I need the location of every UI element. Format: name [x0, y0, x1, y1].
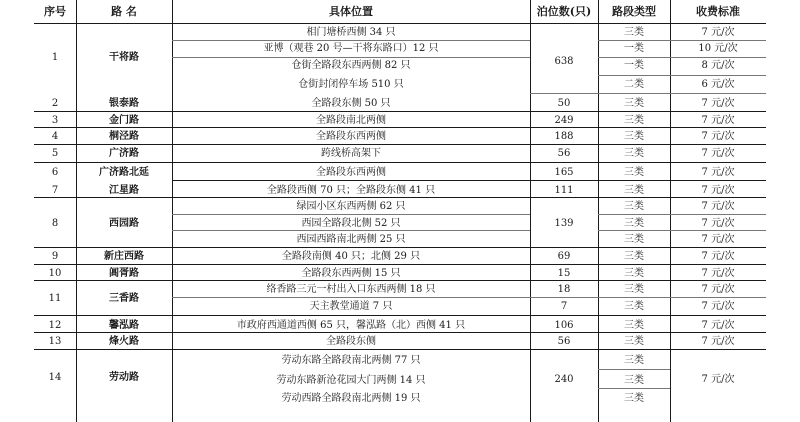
fee-cell: 7 元/次 — [701, 218, 735, 229]
fee-cell: 10 元/次 — [698, 43, 738, 54]
spots-cell: 111 — [554, 185, 574, 196]
row-rule — [34, 332, 766, 333]
spots-cell: 249 — [554, 115, 574, 126]
location-cell: 西园西路南北两侧 25 只 — [296, 234, 406, 245]
fee-cell: 7 元/次 — [701, 251, 735, 262]
row-rule — [34, 23, 766, 24]
row-rule — [598, 40, 766, 41]
fee-cell: 7 元/次 — [701, 185, 735, 196]
fee-cell: 7 元/次 — [701, 115, 735, 126]
column-rule — [598, 0, 599, 422]
row-rule — [598, 75, 766, 76]
row-rule — [172, 214, 530, 215]
type-cell: 三类 — [624, 355, 644, 366]
row-rule — [34, 162, 766, 163]
row-rule — [34, 315, 766, 316]
fee-cell: 7 元/次 — [701, 234, 735, 245]
fee-cell: 7 元/次 — [701, 268, 735, 279]
header-road: 路 名 — [111, 5, 137, 18]
row-seq: 14 — [48, 372, 62, 383]
fee-cell: 7 元/次 — [701, 301, 735, 312]
type-cell: 三类 — [624, 251, 644, 262]
row-seq: 9 — [51, 251, 59, 262]
type-cell: 三类 — [624, 185, 644, 196]
row-seq: 7 — [51, 185, 59, 196]
location-cell: 全路段西侧 70 只；全路段东侧 41 只 — [266, 185, 436, 196]
type-cell: 三类 — [624, 301, 644, 312]
fee-cell: 7 元/次 — [701, 27, 735, 38]
type-cell: 二类 — [624, 79, 644, 90]
location-cell: 全路段南侧 40 只；北侧 29 只 — [281, 251, 421, 262]
row-rule — [34, 111, 766, 112]
row-rule — [172, 40, 530, 41]
fee-cell: 7 元/次 — [701, 320, 735, 331]
header-type: 路段类型 — [612, 5, 656, 18]
road-name: 金门路 — [109, 115, 139, 126]
road-name: 西园路 — [109, 218, 139, 229]
spots-cell: 50 — [557, 98, 571, 109]
row-rule — [530, 93, 598, 94]
row-rule — [172, 57, 530, 58]
row-seq: 13 — [48, 336, 62, 347]
spots-cell: 56 — [557, 336, 571, 347]
fee-cell: 7 元/次 — [701, 167, 735, 178]
type-cell: 三类 — [624, 131, 644, 142]
location-cell: 全路段南北两侧 — [316, 115, 386, 126]
fee-cell: 7 元/次 — [701, 284, 735, 295]
type-cell: 一类 — [624, 60, 644, 71]
location-cell: 全路段东侧 50 只 — [311, 98, 391, 109]
type-cell: 三类 — [624, 218, 644, 229]
location-cell: 全路段东西两侧 — [316, 131, 386, 142]
row-rule — [34, 144, 766, 145]
type-cell: 三类 — [624, 268, 644, 279]
type-cell: 三类 — [624, 393, 644, 404]
type-cell: 三类 — [624, 98, 644, 109]
spots-cell: 240 — [554, 374, 574, 385]
row-rule — [598, 369, 670, 370]
row-rule — [598, 214, 766, 215]
row-rule — [34, 127, 766, 128]
spots-cell: 638 — [554, 56, 574, 67]
location-cell: 劳动西路全路段南北两侧 19 只 — [281, 393, 421, 404]
column-rule — [530, 0, 531, 422]
row-seq: 11 — [48, 293, 62, 304]
row-seq: 4 — [51, 131, 59, 142]
type-cell: 一类 — [624, 43, 644, 54]
header-seq: 序号 — [44, 5, 66, 18]
location-cell: 全路段东西两侧 — [316, 167, 386, 178]
row-seq: 3 — [51, 115, 59, 126]
row-rule — [34, 247, 766, 248]
location-cell: 全路段东侧 — [326, 336, 376, 347]
row-rule — [34, 280, 766, 281]
location-cell: 仓街封闭停车场 510 只 — [298, 79, 404, 90]
road-name: 桐泾路 — [109, 131, 139, 142]
spots-cell: 7 — [560, 301, 568, 312]
row-seq: 6 — [51, 167, 59, 178]
spots-cell: 188 — [554, 131, 574, 142]
type-cell: 三类 — [624, 115, 644, 126]
type-cell: 三类 — [624, 284, 644, 295]
header-fee: 收费标准 — [696, 5, 740, 18]
row-rule — [34, 349, 766, 350]
road-name: 阊胥路 — [109, 268, 139, 279]
location-cell: 仓街全路段东西两侧 82 只 — [291, 60, 411, 71]
location-cell: 亚博（观巷 20 号—干将东路口）12 只 — [263, 43, 439, 54]
header-spots: 泊位数(只) — [536, 5, 592, 18]
location-cell: 天主教堂通道 7 只 — [309, 301, 393, 312]
road-name: 劳动路 — [109, 372, 139, 383]
fee-cell: 6 元/次 — [701, 79, 735, 90]
road-name: 三香路 — [109, 293, 139, 304]
type-cell: 三类 — [624, 27, 644, 38]
location-cell: 劳动东路新沧花园大门两侧 14 只 — [276, 375, 426, 386]
location-cell: 劳动东路全路段南北两侧 77 只 — [281, 355, 421, 366]
location-cell: 相门塘桥西侧 34 只 — [306, 27, 396, 38]
row-seq: 12 — [48, 320, 62, 331]
fee-cell: 7 元/次 — [701, 374, 735, 385]
header-location: 具体位置 — [329, 5, 373, 18]
location-cell: 跨线桥高架下 — [321, 148, 381, 159]
column-rule — [172, 0, 173, 422]
row-rule — [172, 297, 766, 298]
column-rule — [76, 0, 77, 422]
road-name: 干将路 — [109, 52, 139, 63]
fee-cell: 7 元/次 — [701, 201, 735, 212]
row-seq: 5 — [51, 148, 59, 159]
row-rule — [598, 57, 766, 58]
fee-cell: 8 元/次 — [701, 60, 735, 71]
location-cell: 全路段东西两侧 15 只 — [301, 268, 401, 279]
road-name: 烽火路 — [109, 336, 139, 347]
road-name: 银泰路 — [109, 98, 139, 109]
road-name: 馨泓路 — [109, 320, 139, 331]
row-seq: 10 — [48, 268, 62, 279]
type-cell: 三类 — [624, 167, 644, 178]
spots-cell: 165 — [554, 167, 574, 178]
fee-cell: 7 元/次 — [701, 131, 735, 142]
row-rule — [598, 230, 766, 231]
location-cell: 络香路三元一村出入口东西两侧 18 只 — [266, 284, 436, 295]
row-rule — [598, 93, 766, 94]
type-cell: 三类 — [624, 201, 644, 212]
type-cell: 三类 — [624, 336, 644, 347]
spots-cell: 15 — [557, 268, 571, 279]
row-seq: 2 — [51, 98, 59, 109]
row-rule — [598, 388, 670, 389]
road-name: 广济路 — [109, 148, 139, 159]
location-cell: 市政府西通道西侧 65 只，馨泓路（北）西侧 41 只 — [236, 320, 466, 331]
spots-cell: 106 — [554, 320, 574, 331]
row-rule — [172, 230, 530, 231]
row-seq: 1 — [51, 52, 59, 63]
row-rule — [172, 180, 766, 181]
fee-cell: 7 元/次 — [701, 98, 735, 109]
type-cell: 三类 — [624, 148, 644, 159]
spots-cell: 18 — [557, 284, 571, 295]
road-name: 新庄西路 — [104, 251, 144, 262]
column-rule — [670, 0, 671, 422]
road-name: 广济路北延 — [99, 167, 149, 178]
type-cell: 三类 — [624, 320, 644, 331]
row-rule — [34, 197, 766, 198]
fee-cell: 7 元/次 — [701, 148, 735, 159]
spots-cell: 139 — [554, 218, 574, 229]
location-cell: 绿园小区东西两侧 62 只 — [296, 201, 406, 212]
type-cell: 三类 — [624, 234, 644, 245]
fee-cell: 7 元/次 — [701, 336, 735, 347]
row-rule — [34, 264, 766, 265]
road-name: 江星路 — [109, 185, 139, 196]
row-seq: 8 — [51, 218, 59, 229]
spots-cell: 69 — [557, 251, 571, 262]
spots-cell: 56 — [557, 148, 571, 159]
location-cell: 西园全路段北侧 52 只 — [301, 218, 401, 229]
type-cell: 三类 — [624, 375, 644, 386]
